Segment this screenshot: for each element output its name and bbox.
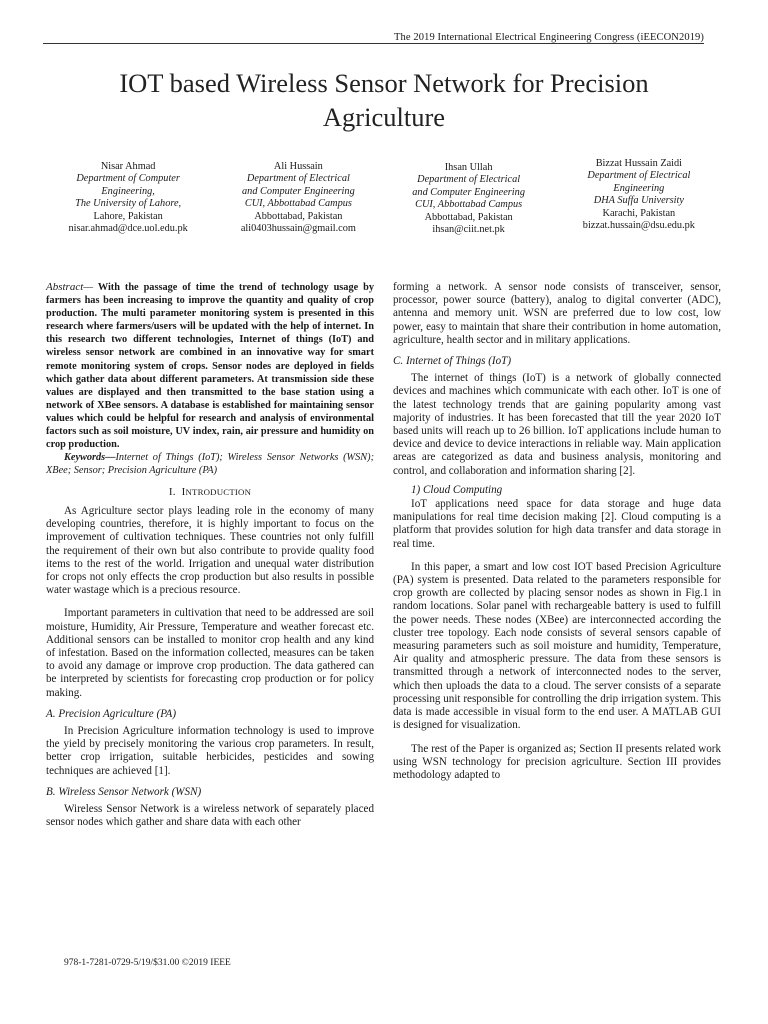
- author-dept-line: CUI, Abbottabad Campus: [415, 199, 523, 211]
- title-line-2: Agriculture: [322, 102, 446, 132]
- iot-paragraph: The internet of things (IoT) is a network of globally connected devices and machines which communicate with each other. IoT is one of the latest technology trends that are gaining popularity among vast majority of industries. It has been forecasted that till the year 2020 IoT based units will reach up to 26 billion. IoT applications include human to device and device to device interactions in reliable way. Main application areas are categorized as data and business analysis, monitoring and control, and collaboration and information sharing [2].: [393, 372, 721, 477]
- abstract: [46, 281, 374, 451]
- author-dept-line: Department of Electrical: [417, 174, 521, 186]
- author-dept-line: CUI, Abbottabad Campus: [244, 198, 352, 210]
- header-rule: [43, 43, 704, 44]
- author-dept-line: Department of Electrical: [246, 173, 350, 185]
- author-name: Bizzat Hussain Zaidi: [595, 158, 683, 169]
- author-location: Lahore, Pakistan: [93, 210, 163, 222]
- author-dept-line: Engineering: [613, 182, 665, 194]
- author-dept-line: Engineering,: [101, 185, 155, 197]
- subsection-heading-wsn: B. Wireless Sensor Network (WSN): [46, 785, 202, 798]
- author-name: Ali Hussain: [273, 161, 323, 172]
- subsection-heading-iot: C. Internet of Things (IoT): [393, 355, 512, 368]
- author-4: [554, 158, 724, 236]
- keywords: [46, 452, 374, 478]
- cloud-paragraph: IoT applications need space for data storage and huge data manipulations for real time decision making [2]. Cloud computing is a platform that provides solution for high data transfer and data storage in real time.: [393, 498, 721, 550]
- author-3: [384, 158, 554, 236]
- author-1: [43, 158, 213, 236]
- author-dept-line: Department of Computer: [76, 173, 180, 185]
- subsubsection-heading-cloud: 1) Cloud Computing: [411, 483, 503, 496]
- author-block: [43, 158, 724, 236]
- author-dept-line: Department of Electrical: [587, 170, 691, 182]
- right-column: [393, 281, 721, 782]
- section-initial: I: [181, 485, 186, 498]
- title-line-1: IOT based Wireless Sensor Network for Precision: [119, 68, 649, 98]
- author-2: [213, 158, 383, 236]
- paper-title: [0, 66, 768, 134]
- abstract-text: With the passage of time the trend of technology usage by farmers has been increasing to improve the quantity and quality of crop production. The multi parameter monitoring system is presented in this research where farmers/users will be updated with the help of internet. In this research two different technologies, Internet of things (IoT) and wireless sensor network are combined in an innovative way for smart remote monitoring system of crops. Sensor nodes are deployed in fields which gather data about different parameters. At transmission side these values are displayed and then transmitted to the base station using a network of XBee sensors. A database is established for maintaining sensor values which could be helpful for research and analysis of environmental factors such as soil moisture, UV index, rain, air pressure and humidity on crop production.: [46, 282, 374, 451]
- abstract-label: Abstract—: [46, 281, 94, 293]
- author-email: nisar.ahmad@dce.uol.edu.pk: [68, 223, 188, 235]
- wsn-paragraph: Wireless Sensor Network is a wireless network of separately placed sensor nodes which gather and share data with each other: [46, 803, 374, 829]
- left-column: [46, 281, 374, 829]
- author-location: Karachi, Pakistan: [602, 207, 676, 219]
- intro-paragraph-2: Important parameters in cultivation that need to be addressed are soil moisture, Humidity, Air Pressure, Temperature and weather forecast etc. Additional sensors can be installed to monitor crop health and any kind of infestation. Based on the information collected, measures can be taken to avoid any damage or improve crop production. The data gathered can be interpreted by scientists for forecasting crop production or for policy making.: [46, 607, 374, 699]
- author-location: Abbottabad, Pakistan: [254, 210, 343, 222]
- subsection-heading-pa: A. Precision Agriculture (PA): [46, 707, 177, 720]
- copyright-footer: 978-1-7281-0729-5/19/$31.00 ©2019 IEEE: [64, 958, 231, 968]
- author-dept-line: DHA Suffa University: [593, 195, 684, 207]
- section-heading-introduction: [46, 486, 374, 499]
- author-email: bizzat.hussain@dsu.edu.pk: [582, 220, 695, 232]
- author-location: Abbottabad, Pakistan: [424, 211, 513, 223]
- author-dept-line: and Computer Engineering: [242, 185, 355, 197]
- keywords-text: Internet of Things (IoT); Wireless Sensor Networks (WSN); XBee; Sensor; Precision Agriculture (PA): [46, 452, 374, 477]
- author-email: ali0403hussain@gmail.com: [240, 223, 356, 235]
- author-name: Ihsan Ullah: [444, 162, 493, 173]
- keywords-label: Keywords—: [64, 452, 116, 464]
- section-title-rest: NTRODUCTION: [185, 486, 252, 497]
- author-dept-line: The University of Lahore,: [75, 198, 182, 210]
- intro-paragraph-1: As Agriculture sector plays leading role in the economy of many developing countries, therefore, it is highly important to focus on the improvement of cultivation techniques. These countries not only fulfill the requirement of their own but also contribute to provide quality food items to the rest of the world. Irrigation and unequal water distribution for crops not only effects the crop production but also results in possible water wastage which is a precious resource.: [46, 505, 374, 597]
- conference-header: The 2019 International Electrical Engineering Congress (iEECON2019): [394, 32, 704, 43]
- wsn-paragraph-continued: forming a network. A sensor node consists of transceiver, sensor, processor, power source (battery), analog to digital converter (ADC), antenna and memory unit. WSN are preferred due to low cost, low power, easy to maintain that share their contribution in home automation, agriculture, health sector and in military applications.: [393, 281, 721, 346]
- author-email: ihsan@ciit.net.pk: [432, 224, 505, 236]
- organization-paragraph: The rest of the Paper is organized as; Section II presents related work using WSN technology for precision agriculture. Section III provides methodology adapted to: [393, 742, 721, 781]
- author-name: Nisar Ahmad: [100, 161, 156, 172]
- section-number: I.: [168, 485, 176, 498]
- pa-paragraph: In Precision Agriculture information technology is used to improve the yield by precisely monitoring the various crop parameters. In result, better crop irrigation, suitable herbicides, pesticides and sowing techniques are achieved [1].: [46, 725, 374, 777]
- author-dept-line: and Computer Engineering: [412, 186, 525, 198]
- system-paragraph: In this paper, a smart and low cost IOT based Precision Agriculture (PA) system is presented. Data related to the parameters responsible for crop growth are collected by placing sensor nodes as shown in Fig.1 in random locations. Solar panel with rechargeable battery is used to fulfill the power needs. These nodes (XBee) are interconnected according the cluster tree topology. Each node consists of several sensors capable of measuring parameters such as soil moisture and humidity, Temperature, Air quality and atmospheric pressure. The data from these sensors is transmitted through a network of interconnected nodes to the server, which then uploads the data to a cloud. The server consists of a separate processing unit responsible for controlling the drip irrigation system. This data is made accessible in visual form to the end user. A MATLAB GUI is designed for visualization.: [393, 560, 721, 732]
